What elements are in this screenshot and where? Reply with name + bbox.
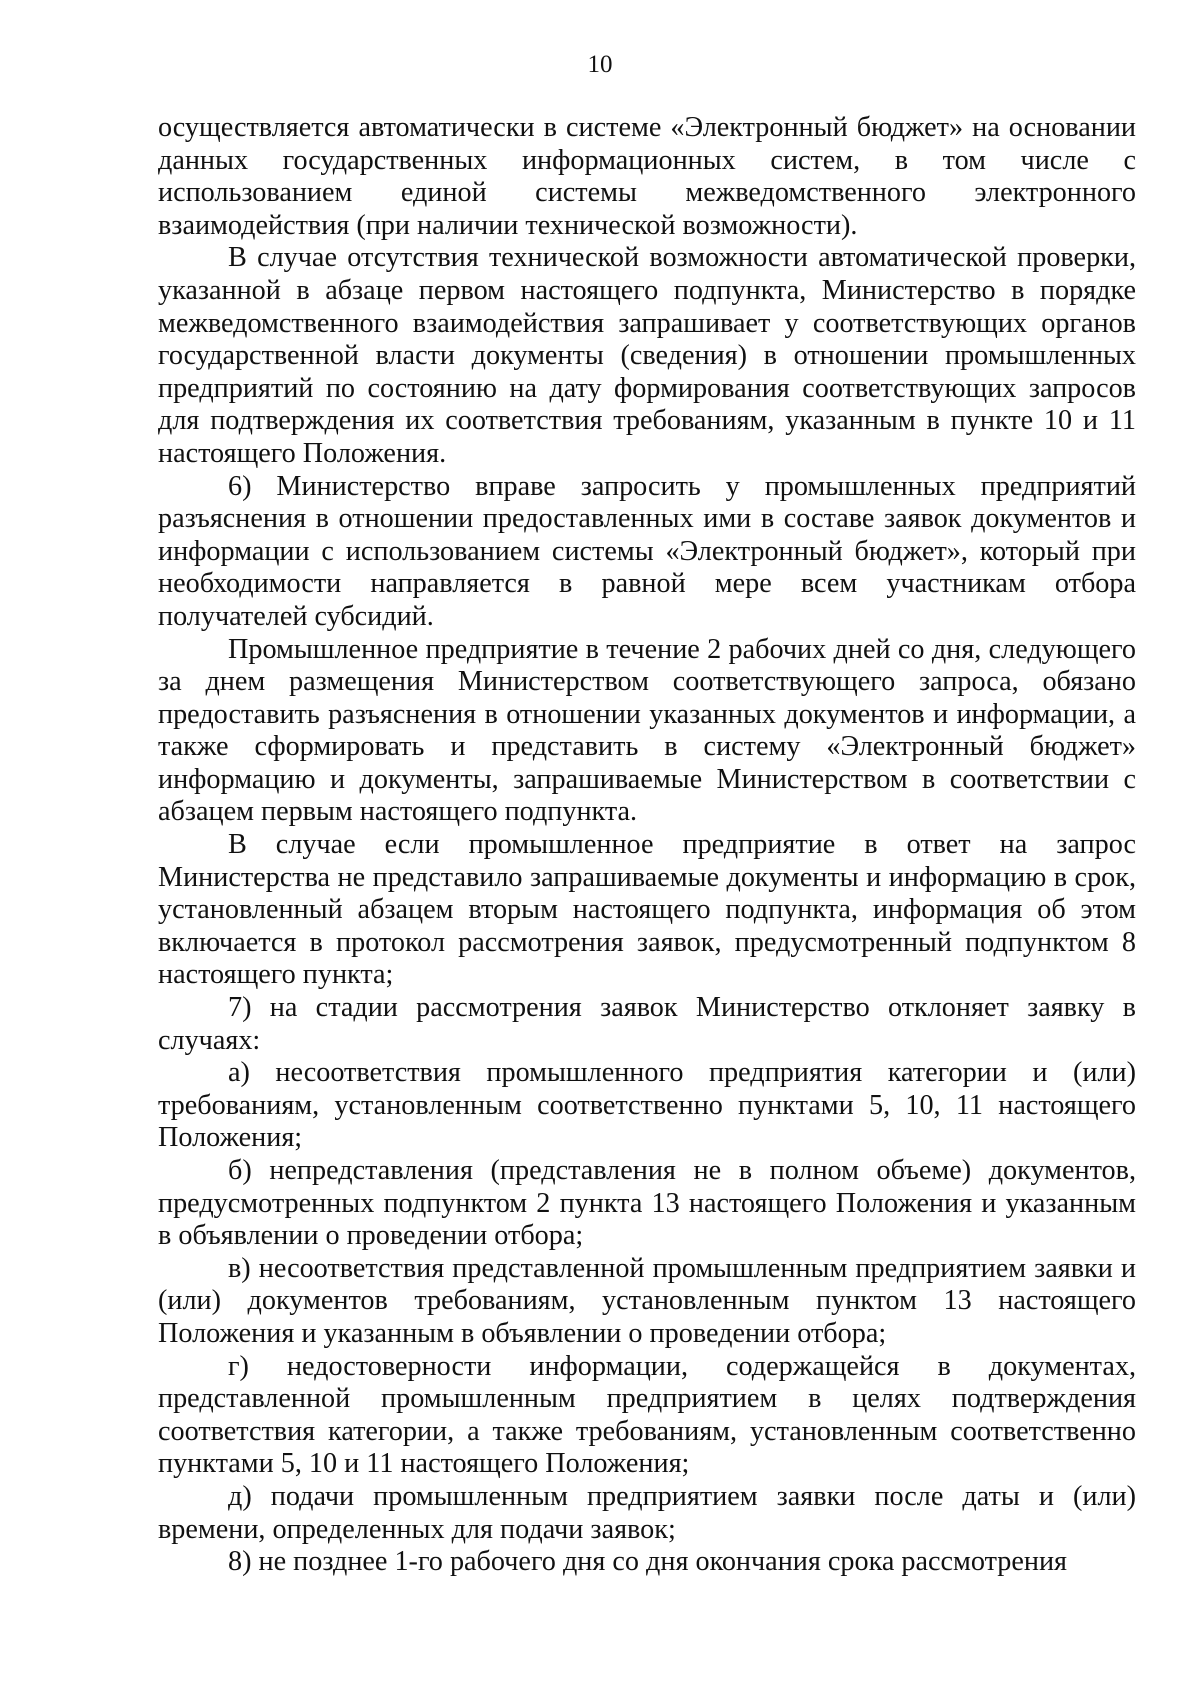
paragraph-item-7d: д) подачи промышленным предприятием заявки после даты и (или) времени, определенных для подачи заявок; [158, 1480, 1136, 1545]
paragraph-item-7v: в) несоответствия представленной промышленным предприятием заявки и (или) документов требованиям, установленным пунктом 13 настоящего Положения и указанным в объявлении о проведении отбора; [158, 1252, 1136, 1349]
paragraph-clarification-deadline: Промышленное предприятие в течение 2 рабочих дней со дня, следующего за днем размещения Министерством соответствующего запроса, обязано предоставить разъяснения в отношении указанных документов и информации, а также сформировать и представить в систему «Электронный бюджет» информацию и документы, запрашиваемые Министерством в соответствии с абзацем первым настоящего подпункта. [158, 633, 1136, 828]
paragraph-item-7: 7) на стадии рассмотрения заявок Министерство отклоняет заявку в случаях: [158, 992, 1136, 1056]
paragraph-item-8: 8) не позднее 1-го рабочего дня со дня окончания срока рассмотрения [228, 1546, 1067, 1578]
paragraph-item-6: 6) Министерство вправе запросить у промышленных предприятий разъяснения в отношении предоставленных ими в составе заявок документов и информации с использованием системы «Электронный бюджет», который при необходимости направляется в равной мере всем участникам отбора получателей субсидий. [158, 470, 1136, 632]
paragraph-no-response: В случае если промышленное предприятие в ответ на запрос Министерства не представило запрашиваемые документы и информацию в срок, установленный абзацем вторым настоящего подпункта, информация об этом включается в протокол рассмотрения заявок, предусмотренный подпунктом 8 настоящего пункта; [158, 829, 1136, 991]
paragraph-continuation: осуществляется автоматически в системе «Электронный бюджет» на основании данных государственных информационных систем, в том числе с использованием единой системы межведомственного электронного взаимодействия (при наличии технической возможности). [158, 112, 1136, 241]
paragraph-item-7b: б) непредставления (представления не в полном объеме) документов, предусмотренных подпунктом 2 пункта 13 настоящего Положения и указанным в объявлении о проведении отбора; [158, 1155, 1136, 1252]
paragraph-item-7g: г) недостоверности информации, содержащейся в документах, представленной промышленным предприятием в целях подтверждения соответствия категории, а также требованиям, установленным соответственно пунктами 5, 10 и 11 настоящего Положения; [158, 1350, 1136, 1480]
page-number: 10 [587, 51, 613, 78]
paragraph-item-7a: а) несоответствия промышленного предприятия категории и (или) требованиям, установленным соответственно пунктами 5, 10, 11 настоящего Положения; [158, 1057, 1136, 1154]
paragraph-no-auto-check: В случае отсутствия технической возможности автоматической проверки, указанной в абзаце первом настоящего подпункта, Министерство в порядке межведомственного взаимодействия запрашивает у соответствующих органов государственной власти документы (сведения) в отношении промышленных предприятий по состоянию на дату формирования соответствующих запросов для подтверждения их соответствия требованиям, указанным в пункте 10 и 11 настоящего Положения. [158, 242, 1136, 469]
document-body [158, 112, 1136, 1579]
